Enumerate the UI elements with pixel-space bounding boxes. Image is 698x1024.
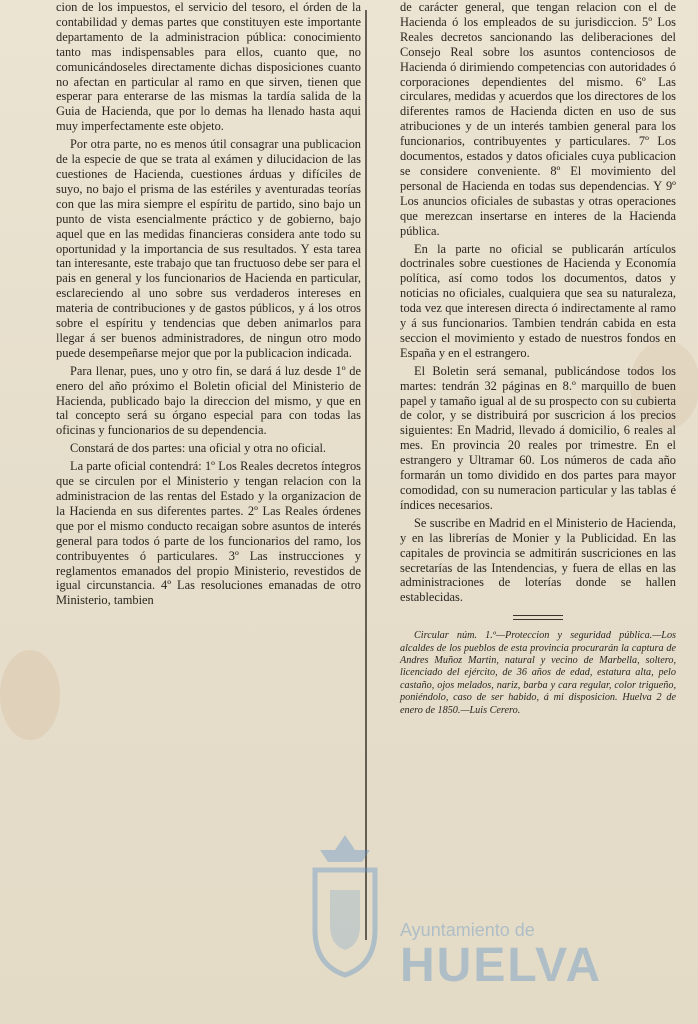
right-paragraph-4: Se suscribe en Madrid en el Ministerio de Hacienda, y en las librerías de Monier y la Publicidad. En las capitales de provincia se admitirán suscriciones en las secretarías de las Intendencias, y fuera de ellas en las administraciones de loterías donde se hallen establecidas.: [400, 515, 676, 605]
circular-notice: Circular núm. 1.º—Proteccion y seguridad pública.—Los alcaldes de los pueblos de esta provincia procurarán la captura de Andres Muñoz Martin, natural y vecino de Marbella, soltero, licenciado del ejército, de 36 años de edad, estatura alta, pelo castaño, ojos melados, nariz, barba y cara regular, color trigueño, poniéndolo, caso de ser habido, á mi disposicion. Huelva 2 de enero de 1850.—Luis Cerero.: [400, 630, 676, 716]
right-paragraph-3: El Boletin será semanal, publicándose todos los martes: tendrán 32 páginas en 8.º marquillo de buen papel y tamaño igual al de su prospecto con su cubierta de color, y se distribuirá por suscricion á los precios siguientes: En Madrid, llevado á domicilio, 6 reales al mes. En provincia 20 reales por trimestre. En el estrangero y Ultramar 60. Los números de cada año formarán un tomo dividido en dos partes para mayor comodidad, con su numeracion particular y las tablas é índices necesarios.: [400, 363, 676, 512]
crest-icon: [300, 830, 390, 980]
paper-stain: [0, 650, 60, 740]
watermark: [300, 820, 630, 1020]
right-paragraph-2: En la parte no oficial se publicarán artículos doctrinales sobre cuestiones de Hacienda y Economía política, así como todos los documentos, datos y noticias no oficiales, cualquiera que sea su naturaleza, toda vez que interesen directa ó indirectamente al ramo y á sus funcionarios. Tambien tendrán cabida en esta seccion el movimiento y estado de nuestros fondos en España y en el estrangero.: [400, 241, 676, 360]
left-paragraph-4: Constará de dos partes: una oficial y otra no oficial.: [70, 441, 326, 456]
left-column: [56, 0, 361, 608]
right-column: [400, 0, 676, 717]
left-paragraph-1: cion de los impuestos, el servicio del tesoro, el órden de la contabilidad y demas partes que constituyen este importante departamento de la administracion pública: conocimiento tanto mas indispensables para ellos, cuanto que, no comunicándoseles directamente dichas disposiciones cuanto no afectan en particular al ramo en que sirven, tienen que esperar para enterarse de las mismas la tardía salida de la Guia de Hacienda, que por lo demas ha llenado hasta aqui muy imperfectamente este objeto.: [56, 0, 361, 134]
watermark-line-1: Ayuntamiento de: [400, 920, 535, 940]
left-paragraph-5: La parte oficial contendrá: 1º Los Reales decretos íntegros que se circulen por el Ministerio y tengan relacion con la administracion de las rentas del Estado y la organizacion de la Hacienda en sus diferentes partes. 2º Las Reales órdenes que por el mismo conducto recaigan sobre asuntos de interés general para todos ó parte de los funcionarios del ramo, los contribuyentes ó particulares. 3º Las instrucciones y reglamentos emanados del propio Ministerio, revestidos de igual circunstancia. 4º Las resoluciones emanadas de otro Ministerio, tambien: [56, 459, 361, 608]
left-paragraph-2: Por otra parte, no es menos útil consagrar una publicacion de la especie de que se trata al exámen y dilucidacion de las cuestiones de Hacienda, cuestiones árduas y difíciles de suyo, no bajo el prisma de las estériles y aventuradas teorías con que las mira siempre el espíritu de partido, sino bajo un punto de vista esencialmente práctico y de gobierno, bajo aquel que en las medidas financieras considera ante todo su oportunidad y la importancia de sus resultados. Y esta tarea tan interesante, este trabajo que tan fructuoso debe ser para el pais en general y los funcionarios de Hacienda en particular, esclareciendo al uno sobre sus verdaderos intereses en materia de contribuciones y de gastos públicos, y á los otros sobre el espíritu y tendencias que deben animarlos para llegar á ser buenos administradores, de ningun otro modo puede desempeñarse mejor que por la publicacion indicada.: [56, 137, 361, 360]
left-paragraph-3: Para llenar, pues, uno y otro fin, se dará á luz desde 1º de enero del año próximo el Boletin oficial del Ministerio de Hacienda, publicado bajo la direccion del mismo, y que en tal concepto será su órgano especial para con todas las oficinas y funcionarios de su dependencia.: [56, 363, 361, 438]
right-paragraph-1: de carácter general, que tengan relacion con el de Hacienda ó los empleados de su jurisdiccion. 5º Los Reales decretos sancionando las deliberaciones del Consejo Real sobre los asuntos contenciosos de Hacienda ó dirimiendo competencias con autoridades ó corporaciones dependientes del mismo. 6º Las circulares, medidas y acuerdos que los directores de los diferentes ramos de Hacienda dicten en uso de sus atribuciones y de un interés tambien general para los funcionarios, contribuyentes y particulares. 7º Los documentos, estados y datos oficiales cuya publicacion se considere conveniente. 8º El movimiento del personal de Hacienda en todas sus dependencias. Y 9º Los anuncios oficiales de subastas y otras operaciones que merezcan insertarse en interes de la Hacienda pública.: [400, 0, 676, 238]
section-separator: [513, 615, 563, 620]
watermark-line-2: HUELVA: [400, 939, 603, 992]
column-divider: [365, 10, 367, 940]
